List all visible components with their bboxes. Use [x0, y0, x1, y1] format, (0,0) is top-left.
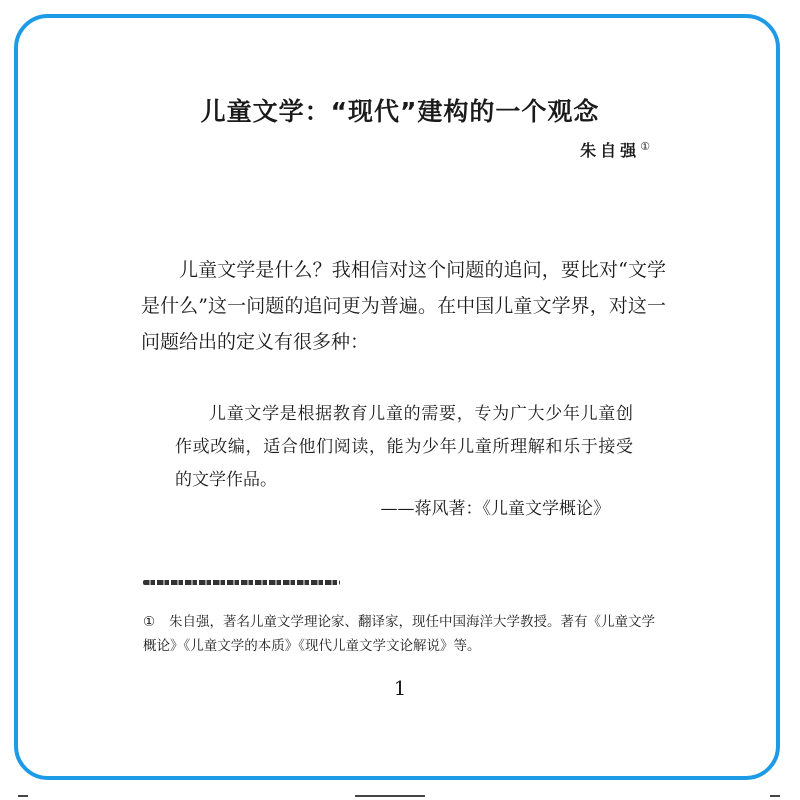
- crop-mark: [770, 795, 780, 797]
- footnote-mark: ①: [143, 614, 156, 630]
- author-name: 朱自强: [580, 141, 641, 160]
- bottom-crop-marks: [0, 795, 800, 800]
- block-quote: [175, 398, 633, 497]
- article-title: 儿童文学：“现代”建构的一个观念: [200, 97, 600, 126]
- quote-source: ——蒋风著：《儿童文学概论》: [380, 499, 610, 519]
- author-line: [580, 138, 650, 161]
- author-footnote-mark[interactable]: ①: [640, 140, 650, 153]
- crop-mark: [18, 795, 28, 797]
- footnote-divider: [143, 580, 340, 585]
- body-paragraph: 儿童文学是什么？我相信对这个问题的追问，要比对“文学是什么”这一问题的追问更为普遍。在中国儿童文学界，对这一问题给出的定义有很多种：: [141, 259, 666, 353]
- quote-text: 儿童文学是根据教育儿童的需要，专为广大少年儿童创作或改编，适合他们阅读，能为少年儿童所理解和乐于接受的文学作品。: [175, 404, 633, 490]
- footnote: [143, 610, 663, 658]
- body-text: [141, 252, 666, 360]
- crop-mark: [355, 795, 425, 797]
- footnote-text: 朱自强，著名儿童文学理论家、翻译家，现任中国海洋大学教授。著有《儿童文学概论》《儿童文学的本质》《现代儿童文学文论解说》等。: [143, 614, 655, 654]
- page-number: 1: [393, 676, 407, 700]
